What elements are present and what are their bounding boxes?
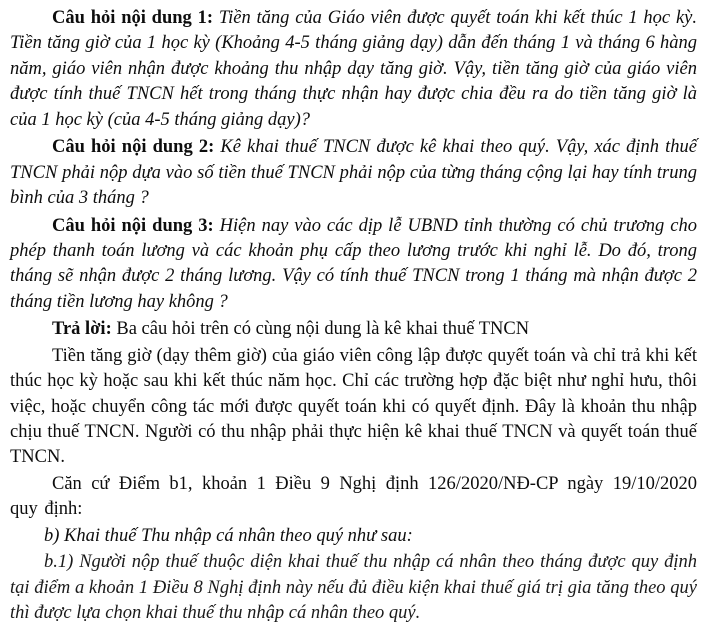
- clause-b1: b.1) Người nộp thuế thuộc diện khai thuế thu nhập cá nhân theo tháng được quy định tại điểm a khoản 1 Điều 8 Nghị định này nếu đủ điều kiện khai thuế giá trị gia tăng theo quý thì được lựa chọn khai thuế thu nhập cá nhân theo quý.: [10, 552, 697, 624]
- paragraph-2: Căn cứ Điểm b1, khoản 1 Điều 9 Nghị định 126/2020/NĐ-CP ngày 19/10/2020 quy định:: [10, 473, 697, 520]
- answer-text: Ba câu hỏi trên có cùng nội dung là kê khai thuế TNCN: [111, 319, 530, 340]
- question-2-text: Kê khai thuế TNCN được kê khai theo quý. Vậy, xác định thuế TNCN phải nộp dựa vào số tiền thuế TNCN phải nộp của từng tháng cộng lại hay tính trung bình của 3 tháng ?: [10, 137, 697, 209]
- question-1-text: Tiền tăng của Giáo viên được quyết toán khi kết thúc 1 học kỳ. Tiền tăng giờ của 1 học kỳ (Khoảng 4-5 tháng giảng dạy) dẫn đến tháng 1 và tháng 6 hàng năm, giáo viên nhận được khoảng thu nhập dạy tăng giờ. Vậy, tiền tăng giờ của giáo viên được tính thuế TNCN hết trong tháng thực nhận hay được chia đều ra do tiền tăng giờ là của 1 học kỳ (của 4-5 tháng giảng dạy)?: [10, 8, 697, 130]
- question-3-label: Câu hỏi nội dung 3:: [52, 215, 214, 236]
- question-2-label: Câu hỏi nội dung 2:: [52, 137, 215, 158]
- paragraph-1: Tiền tăng giờ (dạy thêm giờ) của giáo viên công lập được quyết toán và chỉ trả khi kết thúc học kỳ hoặc sau khi kết thúc năm học. Chỉ các trường hợp đặc biệt như nghỉ hưu, thôi việc, hoặc chuyển công tác mới được quyết toán khi có quyết định. Đây là khoản thu nhập chịu thuế TNCN. Người có thu nhập phải thực hiện kê khai thuế TNCN và quyết toán thuế TNCN.: [10, 345, 697, 468]
- answer-line: [10, 317, 697, 342]
- question-1-label: Câu hỏi nội dung 1:: [52, 8, 214, 28]
- answer-label: Trả lời:: [52, 319, 112, 340]
- question-3-text: Hiện nay vào các dịp lễ UBND tỉnh thường có chủ trương cho phép thanh toán lương và các khoản phụ cấp theo lương trước khi nghỉ lễ. Do đó, trong tháng sẽ nhận được 2 tháng lương. Vậy có tính thuế TNCN trong 1 tháng mà nhận được 2 tháng tiền lương hay không ?: [10, 215, 697, 312]
- question-2: [10, 135, 697, 211]
- clause-list: [10, 524, 697, 627]
- question-3: [10, 214, 697, 316]
- clause-b: b) Khai thuế Thu nhập cá nhân theo quý như sau:: [44, 525, 413, 546]
- question-1: [10, 6, 697, 133]
